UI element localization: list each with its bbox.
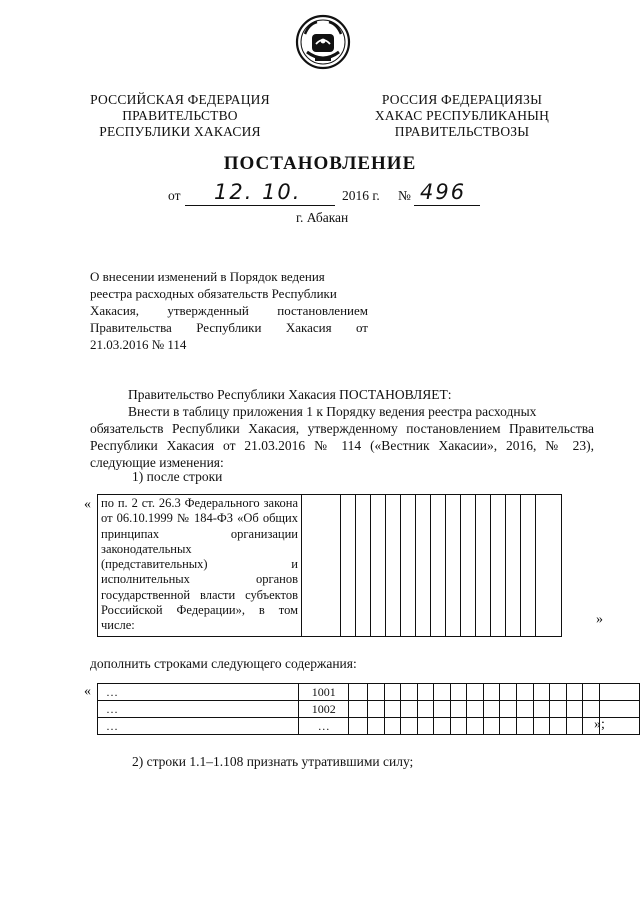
item-2-text: 2) строки 1.1–1.108 признать утратившими силу; [132,754,414,769]
table-cell [384,718,401,735]
table-cell [550,684,567,701]
quote-open-2: « [84,684,91,699]
intro-rest: обязательств Республики Хакасия, утвержденному постановлением Правительства Республики Хакасия от 21.03.2016 № 114 («Вестник Хакасии», 2016, № 23), следующие изменения: [90,421,594,470]
handwritten-date: 12. 10. [214,180,302,204]
subject-line: О внесении изменений в Порядок ведения [90,269,325,284]
supplement-text: дополнить строками следующего содержания: [90,656,357,671]
table-cell [367,718,384,735]
header-right-line: ХАКАС РЕСПУБЛИКАНЫҢ [374,108,550,123]
table-cell [550,718,567,735]
header-left-line: ПРАВИТЕЛЬСТВО [122,108,238,123]
row-label: … [98,684,299,701]
table-cell [450,701,467,718]
subject-line: 21.03.2016 № 114 [90,337,187,352]
table-cell [500,718,517,735]
item-1 [90,468,594,485]
table-cell [483,701,500,718]
date-underline [185,205,335,206]
header-left [80,92,280,140]
row-label: … [98,701,299,718]
table-cell [599,684,639,701]
table-cell [356,495,371,637]
handwritten-number: 496 [420,180,467,204]
number-label: № [398,188,411,203]
table-cell [583,701,600,718]
document-title: ПОСТАНОВЛЕНИЕ [223,153,417,174]
table-cell [521,495,536,637]
city: г. Абакан [296,210,349,225]
resolves-line [90,386,594,403]
table-cell [371,495,386,637]
header-right-line: РОССИЯ ФЕДЕРАЦИЯЗЫ [381,92,543,107]
row-code: … [299,718,349,735]
table-cell [500,701,517,718]
table-cell [476,495,491,637]
subject-heading [90,268,368,353]
table-cell [533,684,550,701]
table-cell [566,684,583,701]
table-cell [341,495,356,637]
table-cell [517,718,534,735]
table-cell [401,495,416,637]
header-left-line: РОССИЙСКАЯ ФЕДЕРАЦИЯ [90,92,270,107]
table-cell [446,495,461,637]
number-underline [414,205,480,206]
original-row-table [97,494,562,637]
table-cell [434,718,451,735]
table-cell [417,701,434,718]
row-code: 1001 [299,684,349,701]
table-cell [417,684,434,701]
table-cell [386,495,401,637]
table-cell [431,495,446,637]
header-right [362,92,562,140]
table-cell [401,684,418,701]
table-cell [483,718,500,735]
year-text: 2016 г. [342,188,380,203]
table-cell [349,718,368,735]
table-cell [506,495,521,637]
table-cell [349,701,368,718]
table-cell [483,684,500,701]
subject-line: реестра расходных обязательств Республики [90,286,337,301]
table-cell [384,684,401,701]
added-rows-table [97,683,640,735]
table-cell [467,718,484,735]
table-cell [599,718,639,735]
table-cell [566,701,583,718]
table-cell [450,684,467,701]
table-cell [401,701,418,718]
table-cell [434,701,451,718]
row-code: 1002 [299,701,349,718]
subject-line: Хакасия, утвержденный постановлением [90,303,368,318]
table-cell [517,701,534,718]
subject-line: Правительства Республики Хакасия от [90,320,368,335]
table-cell [491,495,506,637]
table-cell [566,718,583,735]
table-cell [416,495,431,637]
table-cell [434,684,451,701]
intro-first-line: Внести в таблицу приложения 1 к Порядку ведения реестра расходных [128,404,537,419]
row-label: … [98,718,299,735]
table-cell [450,718,467,735]
header-left-line: РЕСПУБЛИКИ ХАКАСИЯ [99,124,261,139]
table-cell [349,684,368,701]
table-row [98,718,640,735]
intro-paragraph [90,403,594,471]
table-row [98,684,640,701]
table-cell [384,701,401,718]
quote-open-1: « [84,497,91,512]
table-cell [467,684,484,701]
table-cell [533,701,550,718]
table1-cell-text: по п. 2 ст. 26.3 Федерального закона от 06.10.1999 № 184-ФЗ «Об общих принципах организации законодательных (представительных) и исполнительных органов государственной власти субъектов Российской Федерации», в том числе: [98,495,302,637]
table-row [98,495,562,637]
table-cell [461,495,476,637]
resolves-text: Правительство Республики Хакасия ПОСТАНОВЛЯЕТ: [128,387,452,402]
quote-close-semicolon: »; [594,717,605,732]
table-cell [517,684,534,701]
table-row [98,701,640,718]
item-2 [90,753,594,770]
table-cell [367,701,384,718]
table-cell [467,701,484,718]
table-cell [583,684,600,701]
coat-of-arms-emblem [295,14,351,70]
item-1-text: 1) после строки [132,469,223,484]
date-prefix: от [168,188,181,203]
table-cell [550,701,567,718]
table-cell [599,701,639,718]
table-cell [401,718,418,735]
header-right-line: ПРАВИТЕЛЬСТВОЗЫ [394,124,530,139]
table-cell [367,684,384,701]
table-cell [500,684,517,701]
quote-close-1: » [596,612,603,627]
table-cell [417,718,434,735]
table-cell [302,495,341,637]
table-cell [536,495,562,637]
table-cell [533,718,550,735]
